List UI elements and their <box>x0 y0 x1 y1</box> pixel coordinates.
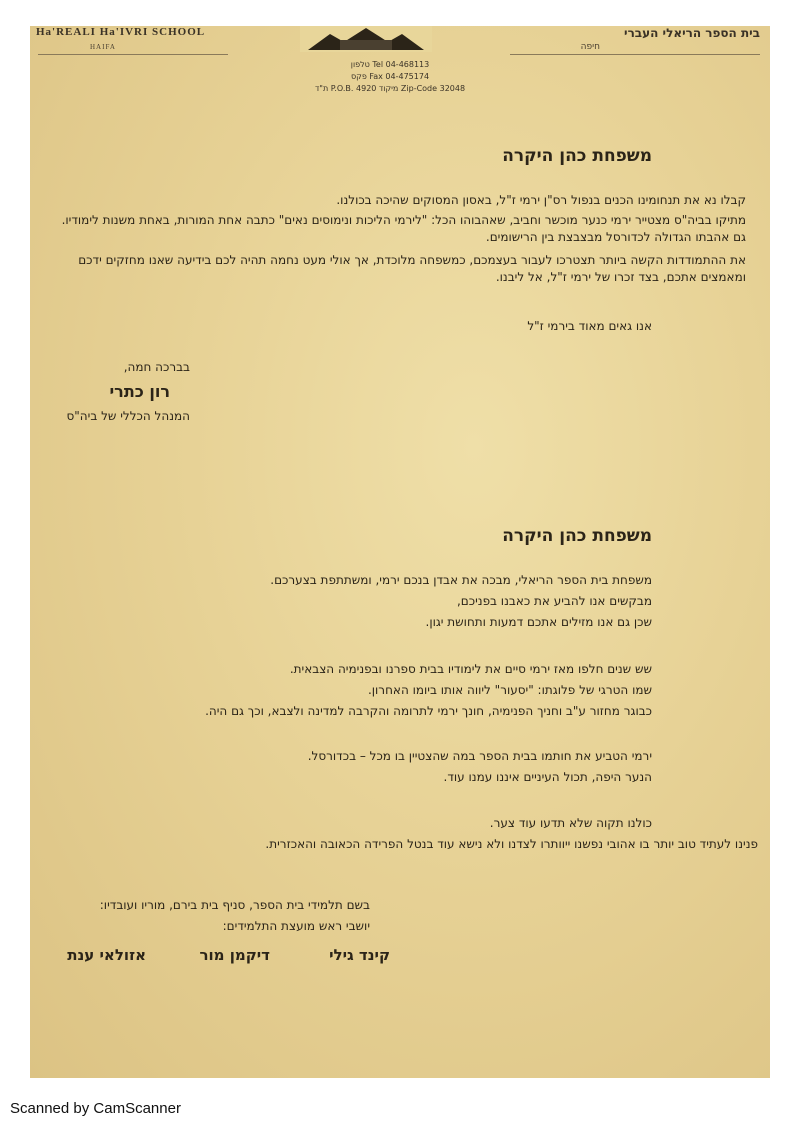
scanner-watermark: Scanned by CamScanner <box>10 1100 181 1117</box>
letter1-paragraph: את ההתמודדות הקשה ביותר תצטרכו לעבור בעצמכם, כמשפחה מלוכדת, אך אולי מעט נחמה תהיה לכם בידיעה שאנו מחזקים ידכם ומאמצים אתכם, בצד זכרו של ירמי ז"ל, אל ליבנו. <box>78 253 746 284</box>
letter2-sender-line: יושבי ראש מועצת התלמידים: <box>222 919 370 933</box>
letterhead-rule-right <box>510 54 760 55</box>
letter1-title: משפחת כהן היקרה <box>502 146 652 166</box>
city-name-he: חיפה <box>580 42 600 52</box>
letter2-line: משפחת בית הספר הריאלי, מבכה את אבדן בנכם ירמי, ומשתתפת בצערכם. <box>270 573 652 587</box>
letter2-line: מבקשים אנו להביע את כאבנו בפניכם, <box>456 594 652 608</box>
scanned-page <box>30 26 770 1078</box>
school-name-en: Ha'REALI Ha'IVRI SCHOOL <box>36 26 206 38</box>
letter1-paragraph: מתיקו בביה"ס מצטייר ירמי כנער מוכשר וחביב, שאהבוהו הכל: "לירמי הליכות ונימוסים נאים" כתבה אחת המורות, באחת משנות לימודיו. גם אהבתו הגדולה לכדורסל מבצבצת בין הרישומים. <box>61 213 746 244</box>
student-signature: קינד גילי <box>329 946 390 964</box>
postal-address: Zip-Code 32048 מיקוד P.O.B. 4920 ת"ד <box>314 84 466 93</box>
student-signature: אזולאי ענת <box>67 946 146 964</box>
letter2-line: כבוגר מחזור ע"ב וחניך הפנימיה, חונך ירמי לתרומה והקרבה למדינה ולצבא, וכך גם היה. <box>205 704 652 718</box>
letter1-closing-line: אנו גאים מאוד בירמי ז"ל <box>527 319 652 333</box>
letter1-signer-title: המנהל הכללי של ביה"ס <box>66 409 190 423</box>
letterhead-rule-left <box>38 54 228 55</box>
school-name-he: בית הספר הריאלי העברי <box>624 26 760 40</box>
telephone: Tel 04-468113 טלפון <box>350 60 430 69</box>
letter2-line: ירמי הטביע את חותמו בבית הספר במה שהצטיין בו מכל – בכדורסל. <box>307 749 652 763</box>
student-signature: דיקמן מור <box>199 946 270 964</box>
letter2-line: שש שנים חלפו מאז ירמי סיים את לימודיו בבית ספרנו ובפנימיה הצבאית. <box>289 662 652 676</box>
letter2-line: שמו הטרגי של פלוגתו: "יסעור" ליווה אותו ביומו האחרון. <box>367 683 652 697</box>
letter2-line: הנער היפה, תכול העיניים איננו עמנו עוד. <box>443 770 652 784</box>
letter2-line: פנינו לעתיד טוב יותר בו אהובי נפשנו ייוותרו לצדנו ולא נישא עוד בנטל הפרידה הכאובה והאכזרית. <box>265 837 758 851</box>
letter2-line: שכן גם אנו מזילים אתכם דמעות ותחושת יגון. <box>425 615 652 629</box>
letter1-signer-name: רון כתרי <box>109 382 170 401</box>
letter2-title: משפחת כהן היקרה <box>502 526 652 546</box>
fax: Fax 04-475174 פקס <box>350 72 430 81</box>
school-logo <box>300 26 432 52</box>
letter1-greeting: בברכה חמה, <box>123 360 190 374</box>
letter1-paragraph: קבלו נא את תנחומינו הכנים בנפול רס"ן ירמי ז"ל, באסון המסוקים שהיכה בכולנו. <box>336 193 746 207</box>
letter2-sender-line: בשם תלמידי בית הספר, סניף בית בירם, מוריו ועובדיו: <box>99 898 370 912</box>
city-name-en: HAIFA <box>90 43 116 51</box>
letter2-line: כולנו תקוה שלא תדעו עוד צער. <box>489 816 652 830</box>
